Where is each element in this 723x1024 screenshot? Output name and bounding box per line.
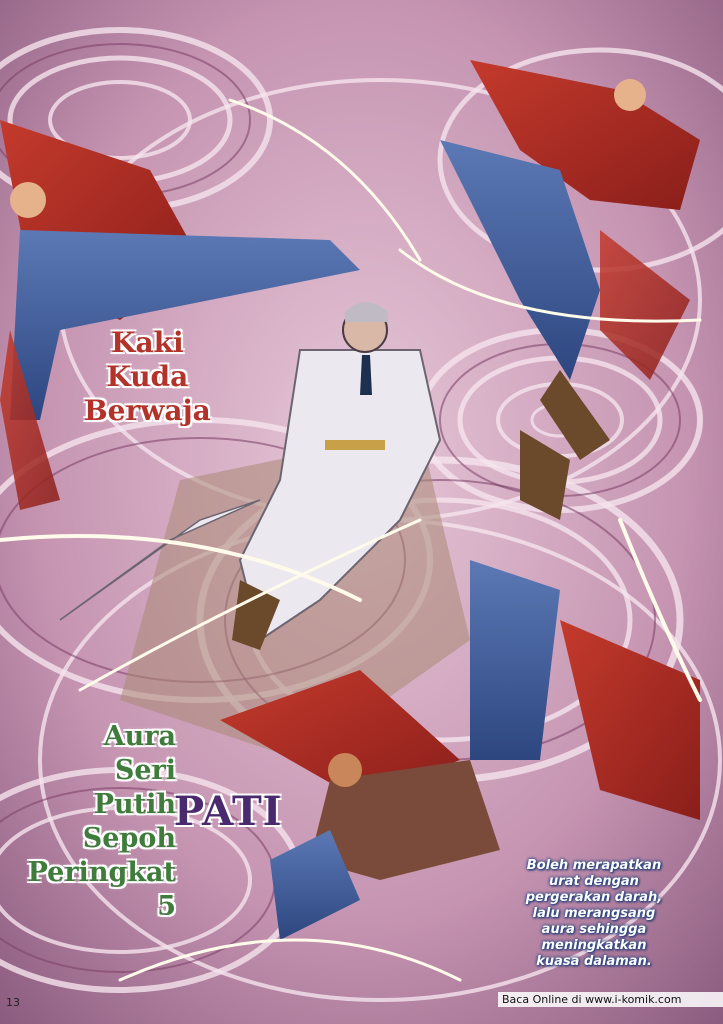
character-name: PATI: [174, 788, 283, 835]
caption-line: lalu merangsang: [532, 906, 656, 921]
aura-title: [26, 720, 176, 924]
caption-line: kuasa dalaman.: [536, 954, 652, 969]
caption-line: meningkatkan: [541, 938, 647, 953]
technique-title-line: Berwaja: [84, 394, 211, 427]
caption-line: pergerakan darah,: [525, 890, 663, 905]
technique-title-line: Kuda: [106, 360, 189, 393]
caption-line: urat dengan: [549, 874, 639, 889]
page-number: 13: [6, 996, 20, 1009]
description-caption: [476, 858, 712, 970]
technique-title: [84, 326, 211, 428]
caption-line: Boleh merapatkan: [526, 858, 662, 873]
aura-title-line: Seri: [114, 755, 176, 786]
technique-title-line: Kaki: [111, 326, 184, 359]
aura-title-line: Peringkat: [27, 857, 176, 888]
aura-title-line: Aura: [103, 721, 176, 752]
caption-line: aura sehingga: [541, 922, 647, 937]
site-credit: Baca Online di www.i-komik.com: [498, 992, 723, 1007]
aura-title-line: 5: [157, 891, 176, 922]
aura-title-line: Putih: [93, 789, 176, 820]
aura-title-line: Sepoh: [82, 823, 176, 854]
